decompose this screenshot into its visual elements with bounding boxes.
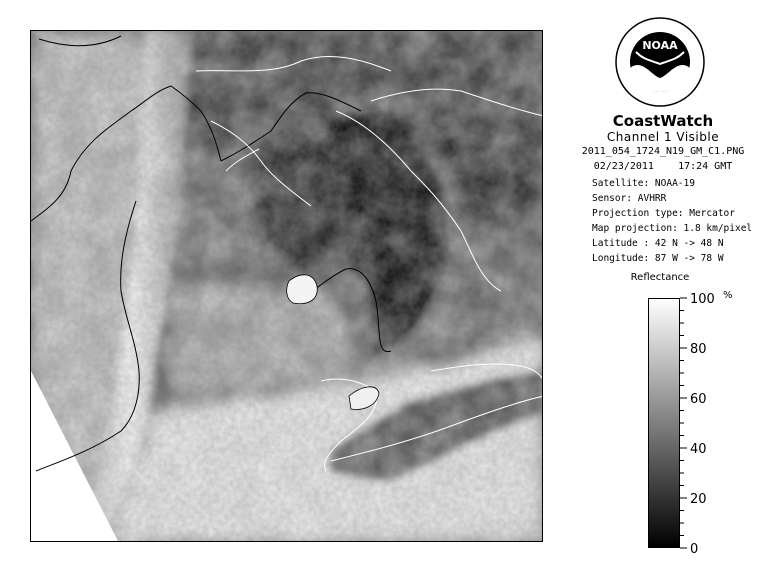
satellite-image-svg xyxy=(31,31,543,542)
image-date: 02/23/2011 xyxy=(593,161,654,172)
metadata-map-projection: Map projection: 1.8 km/pixel xyxy=(592,223,753,234)
metadata-list xyxy=(592,176,752,266)
metadata-satellite: Satellite: NOAA-19 xyxy=(592,178,695,189)
product-subtitle: Channel 1 Visible xyxy=(606,130,720,144)
metadata-projection-type: Projection type: Mercator xyxy=(592,208,735,219)
noaa-logo-text: NOAA xyxy=(642,39,678,52)
brand-title: CoastWatch xyxy=(612,112,714,130)
colorbar-tick-label: 60 xyxy=(690,392,707,407)
noaa-logo-svg xyxy=(614,16,706,108)
colorbar-tick-label: 40 xyxy=(690,442,707,457)
noaa-logo-icon xyxy=(614,16,706,108)
metadata-longitude: Longitude: 87 W -> 78 W xyxy=(592,253,724,264)
satellite-image xyxy=(30,30,543,542)
colorbar-tick-label: 100 xyxy=(690,292,715,307)
image-time: 17:24 GMT xyxy=(678,161,733,172)
colorbar-ticks xyxy=(640,290,730,560)
metadata-sensor: Sensor: AVHRR xyxy=(592,193,667,204)
image-filename: 2011_054_1724_N19_GM_C1.PNG xyxy=(581,146,745,157)
scale-unit: % xyxy=(723,290,733,301)
metadata-latitude: Latitude : 42 N -> 48 N xyxy=(592,238,724,249)
image-datetime xyxy=(552,161,774,172)
colorbar-tick-label: 20 xyxy=(690,492,707,507)
colorbar-tick-label: 0 xyxy=(690,542,699,557)
scale-title: Reflectance xyxy=(630,272,690,283)
colorbar-tick-label: 80 xyxy=(690,342,707,357)
